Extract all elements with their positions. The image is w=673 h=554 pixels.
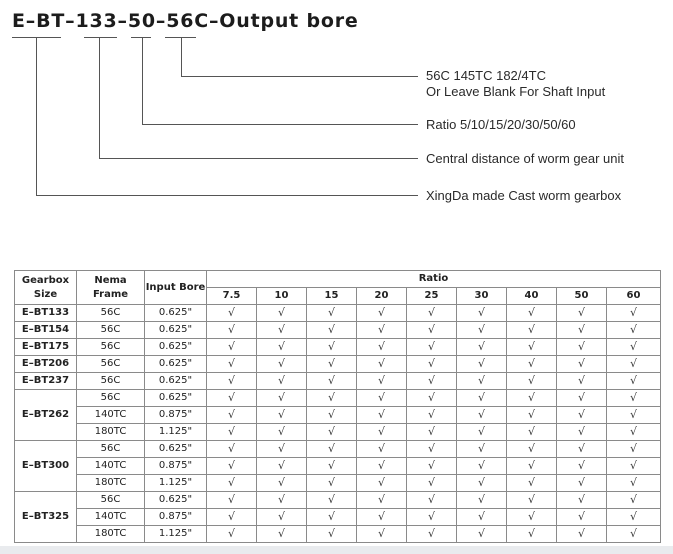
ratio-check-cell: √ [257, 390, 307, 407]
ratio-check-cell: √ [407, 526, 457, 543]
table-row [15, 492, 661, 509]
ratio-check-cell: √ [457, 339, 507, 356]
table-row [15, 441, 661, 458]
ratio-check-cell: √ [307, 339, 357, 356]
input-bore-cell: 0.625" [145, 492, 207, 509]
ratio-check-cell: √ [407, 356, 457, 373]
ratio-table [14, 270, 661, 543]
leader-line-ratio [143, 38, 419, 125]
nema-frame-cell: 56C [77, 390, 145, 407]
ratio-check-cell: √ [407, 492, 457, 509]
ratio-check-cell: √ [207, 373, 257, 390]
ratio-check-cell: √ [257, 424, 307, 441]
ratio-check-cell: √ [457, 492, 507, 509]
ratio-check-cell: √ [507, 509, 557, 526]
table-row [15, 339, 661, 356]
header-input-bore: Input Bore [145, 271, 207, 305]
ratio-check-cell: √ [457, 373, 507, 390]
callout-gearbox-type: XingDa made Cast worm gearbox [426, 188, 622, 203]
gearbox-size-cell: E–BT175 [15, 339, 77, 356]
ratio-check-cell: √ [457, 322, 507, 339]
callout-output-bore [426, 68, 605, 100]
ratio-check-cell: √ [407, 390, 457, 407]
ratio-check-cell: √ [407, 373, 457, 390]
ratio-check-cell: √ [457, 458, 507, 475]
bottom-band [0, 546, 673, 554]
nema-frame-cell: 56C [77, 441, 145, 458]
ratio-check-cell: √ [457, 407, 507, 424]
ratio-check-cell: √ [607, 373, 661, 390]
ratio-check-cell: √ [607, 441, 661, 458]
ratio-check-cell: √ [357, 509, 407, 526]
ratio-check-cell: √ [207, 526, 257, 543]
table-row [15, 475, 661, 492]
ratio-check-cell: √ [607, 390, 661, 407]
ratio-check-cell: √ [557, 322, 607, 339]
table-row [15, 458, 661, 475]
input-bore-cell: 1.125" [145, 424, 207, 441]
leader-line-size [100, 38, 419, 159]
nema-frame-cell: 56C [77, 339, 145, 356]
header-ratio-value: 15 [307, 288, 357, 305]
header-ratio-value: 40 [507, 288, 557, 305]
table-row [15, 424, 661, 441]
ratio-check-cell: √ [557, 526, 607, 543]
ratio-check-cell: √ [507, 424, 557, 441]
ratio-check-cell: √ [257, 339, 307, 356]
ratio-check-cell: √ [507, 458, 557, 475]
ratio-check-cell: √ [307, 356, 357, 373]
code-part-frame: 56C [166, 10, 209, 32]
ratio-check-cell: √ [207, 407, 257, 424]
ratio-check-cell: √ [457, 441, 507, 458]
ratio-check-cell: √ [557, 390, 607, 407]
ratio-check-cell: √ [207, 305, 257, 322]
ratio-check-cell: √ [207, 390, 257, 407]
ratio-check-cell: √ [307, 475, 357, 492]
table-row [15, 322, 661, 339]
ratio-check-cell: √ [607, 492, 661, 509]
ratio-check-cell: √ [607, 526, 661, 543]
ratio-check-cell: √ [357, 339, 407, 356]
ratio-check-cell: √ [557, 407, 607, 424]
header-ratio-value: 50 [557, 288, 607, 305]
ratio-check-cell: √ [207, 424, 257, 441]
gearbox-size-cell: E–BT206 [15, 356, 77, 373]
callout-output-bore-line1: 56C 145TC 182/4TC [426, 68, 546, 83]
nema-frame-cell: 56C [77, 305, 145, 322]
code-part-output-bore: Output bore [219, 10, 359, 32]
ratio-check-cell: √ [607, 458, 661, 475]
leader-line-series [37, 38, 419, 196]
input-bore-cell: 0.875" [145, 509, 207, 526]
ratio-check-cell: √ [357, 458, 407, 475]
header-ratio-value: 10 [257, 288, 307, 305]
ratio-check-cell: √ [357, 322, 407, 339]
ratio-check-cell: √ [507, 339, 557, 356]
ratio-check-cell: √ [607, 475, 661, 492]
ratio-check-cell: √ [257, 509, 307, 526]
nema-frame-cell: 56C [77, 356, 145, 373]
ratio-check-cell: √ [407, 407, 457, 424]
ratio-check-cell: √ [257, 441, 307, 458]
ratio-check-cell: √ [407, 424, 457, 441]
nema-frame-cell: 56C [77, 322, 145, 339]
ratio-check-cell: √ [507, 305, 557, 322]
ratio-check-cell: √ [257, 475, 307, 492]
ratio-check-cell: √ [607, 305, 661, 322]
ratio-check-cell: √ [507, 441, 557, 458]
table-row [15, 305, 661, 322]
table-row [15, 373, 661, 390]
nema-frame-cell: 140TC [77, 509, 145, 526]
ratio-check-cell: √ [457, 509, 507, 526]
ratio-check-cell: √ [257, 526, 307, 543]
ratio-check-cell: √ [457, 305, 507, 322]
ratio-check-cell: √ [457, 526, 507, 543]
ratio-check-cell: √ [507, 390, 557, 407]
code-dash: – [208, 10, 220, 32]
header-ratio-value: 60 [607, 288, 661, 305]
ratio-check-cell: √ [407, 509, 457, 526]
input-bore-cell: 1.125" [145, 475, 207, 492]
header-ratio-value: 20 [357, 288, 407, 305]
ratio-check-cell: √ [207, 492, 257, 509]
table-row [15, 390, 661, 407]
ratio-check-cell: √ [407, 322, 457, 339]
nema-frame-cell: 180TC [77, 424, 145, 441]
ratio-check-cell: √ [207, 441, 257, 458]
ratio-check-cell: √ [457, 356, 507, 373]
ratio-check-cell: √ [357, 526, 407, 543]
code-dash: – [117, 10, 128, 32]
callout-output-bore-line2: Or Leave Blank For Shaft Input [426, 84, 606, 99]
ratio-check-cell: √ [307, 424, 357, 441]
ratio-check-cell: √ [507, 322, 557, 339]
ratio-check-cell: √ [257, 305, 307, 322]
ratio-check-cell: √ [257, 356, 307, 373]
ratio-check-cell: √ [257, 373, 307, 390]
ratio-check-cell: √ [607, 509, 661, 526]
ratio-check-cell: √ [507, 492, 557, 509]
ratio-check-cell: √ [307, 322, 357, 339]
input-bore-cell: 0.875" [145, 407, 207, 424]
ratio-check-cell: √ [207, 458, 257, 475]
table-body [15, 305, 661, 543]
code-dash: – [65, 10, 76, 32]
ratio-check-cell: √ [307, 407, 357, 424]
ratio-check-cell: √ [307, 373, 357, 390]
code-dash: – [25, 10, 37, 32]
input-bore-cell: 0.625" [145, 390, 207, 407]
ratio-check-cell: √ [457, 475, 507, 492]
table-row [15, 356, 661, 373]
ratio-check-cell: √ [507, 407, 557, 424]
code-part-size: 133 [75, 10, 118, 32]
ratio-check-cell: √ [557, 441, 607, 458]
ratio-check-cell: √ [257, 407, 307, 424]
code-part-series: E [12, 10, 26, 32]
ratio-check-cell: √ [607, 407, 661, 424]
gearbox-size-cell: E–BT133 [15, 305, 77, 322]
ratio-check-cell: √ [507, 356, 557, 373]
input-bore-cell: 0.625" [145, 441, 207, 458]
input-bore-cell: 0.625" [145, 373, 207, 390]
nema-frame-cell: 180TC [77, 526, 145, 543]
ratio-check-cell: √ [557, 373, 607, 390]
ratio-check-cell: √ [307, 458, 357, 475]
ratio-check-cell: √ [307, 526, 357, 543]
ratio-check-cell: √ [207, 475, 257, 492]
ratio-check-cell: √ [507, 373, 557, 390]
nema-frame-cell: 180TC [77, 475, 145, 492]
callout-central-distance: Central distance of worm gear unit [426, 151, 624, 166]
input-bore-cell: 0.625" [145, 322, 207, 339]
callout-ratio: Ratio 5/10/15/20/30/50/60 [426, 117, 576, 132]
ratio-check-cell: √ [357, 373, 407, 390]
ratio-check-cell: √ [207, 339, 257, 356]
code-part-type: BT [36, 10, 66, 32]
ratio-check-cell: √ [207, 509, 257, 526]
ratio-check-cell: √ [507, 475, 557, 492]
gearbox-size-cell: E–BT154 [15, 322, 77, 339]
ratio-check-cell: √ [307, 509, 357, 526]
ratio-check-cell: √ [507, 526, 557, 543]
ratio-check-cell: √ [607, 322, 661, 339]
ratio-check-cell: √ [557, 305, 607, 322]
nema-frame-cell: 56C [77, 373, 145, 390]
ratio-check-cell: √ [257, 458, 307, 475]
ratio-check-cell: √ [307, 441, 357, 458]
header-gearbox-size: Gearbox Size [15, 271, 77, 305]
ratio-check-cell: √ [307, 492, 357, 509]
ratio-check-cell: √ [207, 322, 257, 339]
ratio-check-cell: √ [357, 475, 407, 492]
ratio-check-cell: √ [207, 356, 257, 373]
input-bore-cell: 1.125" [145, 526, 207, 543]
ratio-check-cell: √ [557, 492, 607, 509]
gearbox-size-cell: E–BT300 [15, 441, 77, 492]
ratio-check-cell: √ [557, 509, 607, 526]
ratio-check-cell: √ [557, 424, 607, 441]
table-row [15, 526, 661, 543]
ratio-check-cell: √ [257, 492, 307, 509]
ratio-check-cell: √ [307, 305, 357, 322]
ratio-check-cell: √ [407, 441, 457, 458]
input-bore-cell: 0.625" [145, 339, 207, 356]
ratio-check-cell: √ [557, 475, 607, 492]
ratio-check-cell: √ [607, 356, 661, 373]
table-row [15, 407, 661, 424]
header-ratio-value: 30 [457, 288, 507, 305]
gearbox-size-cell: E–BT262 [15, 390, 77, 441]
table-row [15, 509, 661, 526]
ratio-check-cell: √ [357, 407, 407, 424]
ratio-check-cell: √ [557, 339, 607, 356]
ratio-check-cell: √ [457, 390, 507, 407]
ratio-check-cell: √ [407, 339, 457, 356]
code-dash: – [155, 10, 167, 32]
header-ratio-value: 7.5 [207, 288, 257, 305]
input-bore-cell: 0.625" [145, 356, 207, 373]
header-ratio: Ratio [207, 271, 661, 288]
gearbox-size-cell: E–BT325 [15, 492, 77, 543]
nema-frame-cell: 56C [77, 492, 145, 509]
ratio-check-cell: √ [557, 458, 607, 475]
ratio-check-cell: √ [407, 475, 457, 492]
gearbox-size-cell: E–BT237 [15, 373, 77, 390]
header-nema-frame: Nema Frame [77, 271, 145, 305]
ratio-check-cell: √ [457, 424, 507, 441]
code-part-ratio: 50 [127, 10, 156, 32]
ratio-check-cell: √ [307, 390, 357, 407]
ratio-check-cell: √ [607, 424, 661, 441]
ratio-check-cell: √ [607, 339, 661, 356]
header-ratio-value: 25 [407, 288, 457, 305]
nema-frame-cell: 140TC [77, 407, 145, 424]
ratio-check-cell: √ [357, 492, 407, 509]
ratio-check-cell: √ [357, 390, 407, 407]
nema-frame-cell: 140TC [77, 458, 145, 475]
ratio-check-cell: √ [407, 305, 457, 322]
ratio-check-cell: √ [357, 305, 407, 322]
input-bore-cell: 0.625" [145, 305, 207, 322]
ratio-check-cell: √ [557, 356, 607, 373]
input-bore-cell: 0.875" [145, 458, 207, 475]
leader-line-frame [182, 38, 419, 77]
ratio-check-cell: √ [257, 322, 307, 339]
ratio-check-cell: √ [357, 424, 407, 441]
ratio-check-cell: √ [407, 458, 457, 475]
ratio-check-cell: √ [357, 441, 407, 458]
ratio-check-cell: √ [357, 356, 407, 373]
